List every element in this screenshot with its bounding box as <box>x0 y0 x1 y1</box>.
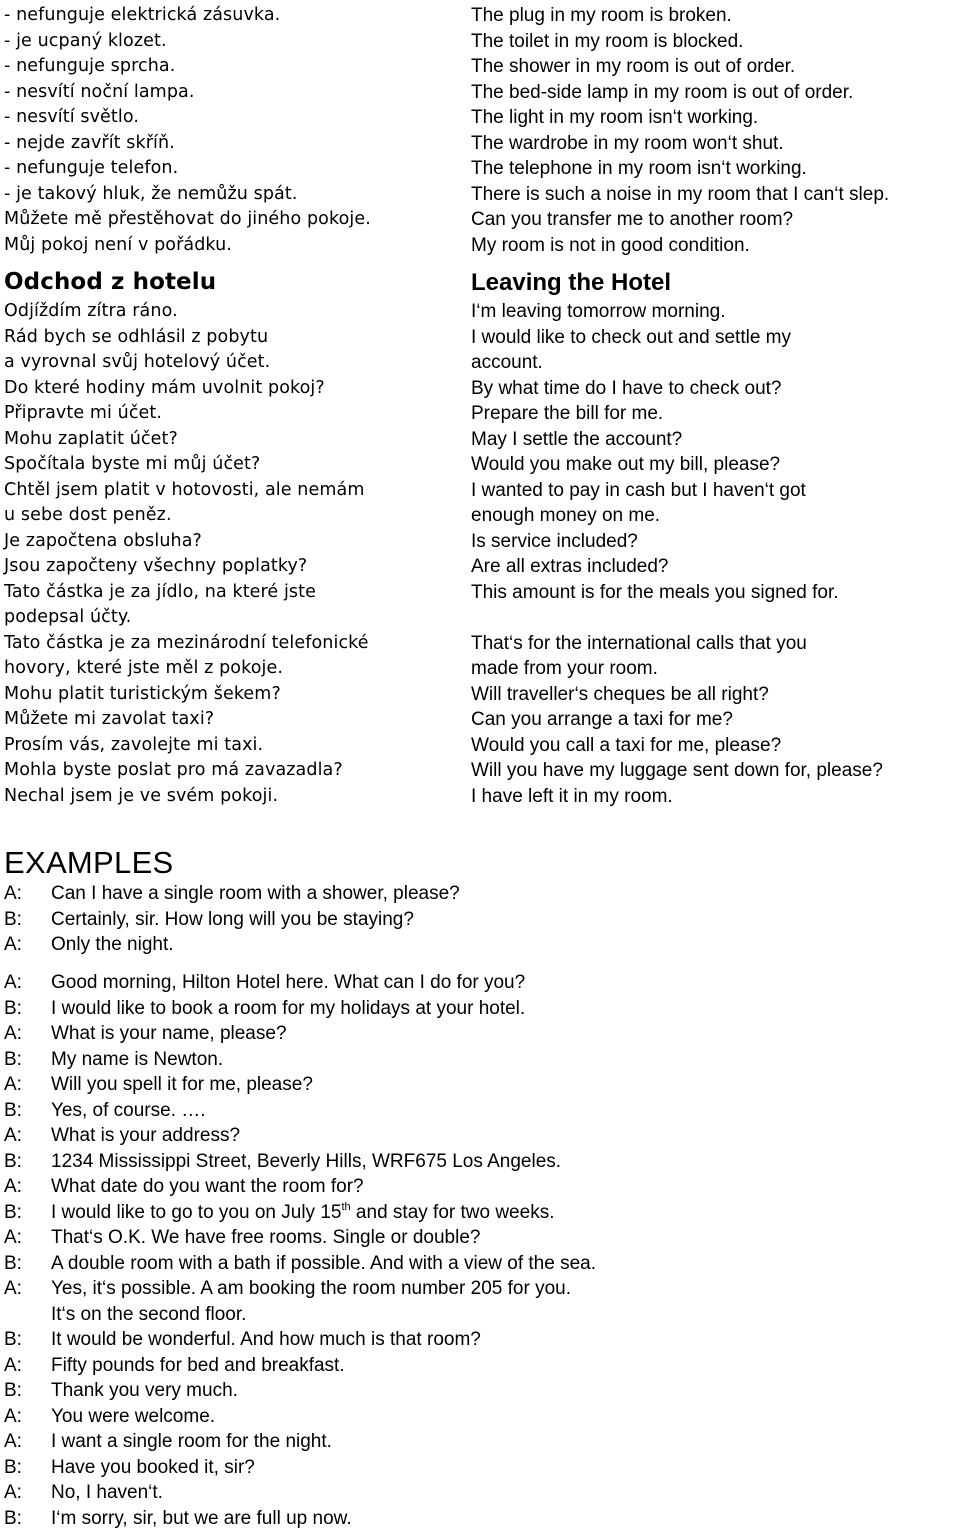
dialog-text <box>51 1302 954 1328</box>
speaker-label: A: <box>4 1482 22 1503</box>
dialog-text <box>51 1200 954 1226</box>
speaker-label: B: <box>4 1507 22 1529</box>
dialog-line <box>4 1098 954 1124</box>
speaker-label: B: <box>4 1099 22 1121</box>
english-phrase: The telephone in my room isn‘t working. <box>471 158 807 179</box>
dialog-text <box>51 1404 954 1430</box>
czech-phrase: - je takový hluk, že nemůžu spát. <box>4 183 298 204</box>
czech-phrase: Tato částka je za jídlo, na které jste <box>4 581 316 602</box>
dialog-line <box>4 1251 954 1277</box>
dialog-text-main: I would like to go to you on July 15 <box>51 1201 342 1223</box>
dialog-text <box>51 1353 954 1379</box>
leaving-section <box>4 299 960 809</box>
dialog-text <box>51 1251 954 1277</box>
dialog-text <box>51 1480 954 1506</box>
phrase-row <box>4 733 960 759</box>
czech-phrase: Do které hodiny mám uvolnit pokoj? <box>4 377 325 398</box>
speaker-label: B: <box>4 908 22 930</box>
english-phrase: Prepare the bill for me. <box>471 403 664 424</box>
dialog-text-main: Fifty pounds for bed and breakfast. <box>51 1354 345 1376</box>
english-phrase: That‘s for the international calls that you <box>471 632 807 654</box>
phrase-row <box>4 580 960 606</box>
dialog-text <box>51 932 954 958</box>
czech-phrase: - je ucpaný klozet. <box>4 30 167 51</box>
dialog-text-main: My name is Newton. <box>51 1048 224 1070</box>
czech-phrase: Mohu platit turistickým šekem? <box>4 683 281 704</box>
speaker-label: A: <box>4 934 22 955</box>
dialog-2 <box>4 970 954 1531</box>
phrase-row <box>4 105 960 131</box>
czech-phrase: Spočítala byste mi můj účet? <box>4 454 261 474</box>
dialog-text-main: That‘s O.K. We have free rooms. Single or double? <box>51 1227 481 1248</box>
english-phrase: The shower in my room is out of order. <box>471 56 796 77</box>
dialog-text-main: Yes, of course. …. <box>51 1099 206 1121</box>
dialog-text <box>51 1174 954 1200</box>
dialog-text-main: What is your address? <box>51 1125 241 1146</box>
dialog-line <box>4 1404 954 1430</box>
speaker-label: A: <box>4 1431 22 1452</box>
phrase-row <box>4 656 960 682</box>
phrase-row <box>4 631 960 657</box>
speaker-label: B: <box>4 1380 22 1401</box>
problems-section <box>4 3 960 258</box>
czech-phrase: hovory, které jste měl z pokoje. <box>4 658 284 678</box>
czech-phrase: u sebe dost peněz. <box>4 505 172 525</box>
czech-phrase: Je započtena obsluha? <box>4 530 202 551</box>
czech-phrase: Rád bych se odhlásil z pobytu <box>4 326 269 347</box>
czech-phrase: Připravte mi účet. <box>4 403 163 423</box>
dialog-line <box>4 1455 954 1481</box>
czech-phrase: Prosím vás, zavolejte mi taxi. <box>4 734 264 755</box>
dialog-text-main: A double room with a bath if possible. And with a view of the sea. <box>51 1252 596 1274</box>
dialog-line <box>4 1480 954 1506</box>
dialog-text-main: Will you spell it for me, please? <box>51 1074 313 1095</box>
czech-phrase: Mohu zaplatit účet? <box>4 428 178 449</box>
phrase-row <box>4 452 960 478</box>
dialog-text-main: No, I haven‘t. <box>51 1482 163 1503</box>
dialog-text <box>51 1378 954 1404</box>
dialog-text <box>51 1429 954 1455</box>
dialog-line <box>4 1506 954 1532</box>
dialog-text-main: Thank you very much. <box>51 1380 238 1401</box>
phrase-row <box>4 350 960 376</box>
speaker-label: A: <box>4 972 22 993</box>
speaker-label: A: <box>4 1354 22 1376</box>
dialog-1 <box>4 881 954 958</box>
czech-phrase: Odjíždím zítra ráno. <box>4 301 178 321</box>
english-phrase: By what time do I have to check out? <box>471 377 782 399</box>
dialog-text <box>51 1047 954 1073</box>
czech-phrase: Jsou započteny všechny poplatky? <box>4 556 308 576</box>
czech-phrase: - nesvítí noční lampa. <box>4 81 195 102</box>
czech-phrase: Můžete mi zavolat taxi? <box>4 709 215 729</box>
examples-title: EXAMPLES <box>4 845 174 880</box>
phrase-row <box>4 478 960 504</box>
dialog-text <box>51 970 954 996</box>
dialog-line <box>4 1276 954 1302</box>
speaker-label: A: <box>4 1405 22 1427</box>
dialog-text <box>51 1327 954 1353</box>
speaker-label <box>4 1302 51 1328</box>
english-phrase: The plug in my room is broken. <box>471 5 732 26</box>
dialog-text-main: What is your name, please? <box>51 1023 287 1044</box>
dialog-text <box>51 1149 954 1175</box>
phrase-row <box>4 233 960 259</box>
dialog-text <box>51 1123 954 1149</box>
dialog-line <box>4 881 954 907</box>
speaker-label: B: <box>4 1201 22 1223</box>
dialog-text-main: Only the night. <box>51 934 174 955</box>
dialog-text <box>51 907 954 933</box>
czech-phrase: Mohla byste poslat pro má zavazadla? <box>4 760 343 780</box>
speaker-label: A: <box>4 1176 22 1197</box>
dialog-line <box>4 1021 954 1047</box>
english-phrase: enough money on me. <box>471 505 661 526</box>
dialog-text-after: and stay for two weeks. <box>350 1201 555 1223</box>
phrase-row <box>4 605 960 631</box>
speaker-label: A: <box>4 1125 22 1146</box>
english-phrase: Are all extras included? <box>471 556 669 577</box>
speaker-label: A: <box>4 1074 22 1095</box>
english-phrase: There is such a noise in my room that I can‘t slep. <box>471 183 890 205</box>
english-phrase: I would like to check out and settle my <box>471 326 791 348</box>
phrase-row <box>4 3 960 29</box>
speaker-label: B: <box>4 1252 22 1274</box>
english-phrase: Will traveller‘s cheques be all right? <box>471 683 769 705</box>
dialog-text-main: I want a single room for the night. <box>51 1431 332 1452</box>
czech-phrase: Tato částka je za mezinárodní telefonické <box>4 632 369 653</box>
czech-phrase: Můžete mě přestěhovat do jiného pokoje. <box>4 209 371 229</box>
english-phrase: made from your room. <box>471 658 658 679</box>
speaker-label: A: <box>4 1023 22 1044</box>
speaker-label: A: <box>4 1227 22 1248</box>
english-phrase: I wanted to pay in cash but I haven‘t got <box>471 479 806 501</box>
dialog-line <box>4 1174 954 1200</box>
czech-phrase: - nefunguje sprcha. <box>4 56 176 76</box>
dialog-line <box>4 1327 954 1353</box>
speaker-label: B: <box>4 1150 22 1172</box>
dialog-line <box>4 907 954 933</box>
english-phrase: This amount is for the meals you signed for. <box>471 581 839 603</box>
english-phrase: I‘m leaving tomorrow morning. <box>471 301 726 322</box>
dialog-text-main: What date do you want the room for? <box>51 1176 364 1197</box>
dialog-text <box>51 1225 954 1251</box>
phrase-row <box>4 529 960 555</box>
czech-phrase: - nefunguje elektrická zásuvka. <box>4 5 281 25</box>
dialog-text <box>51 1506 954 1532</box>
dialog-line <box>4 1353 954 1379</box>
english-phrase: I have left it in my room. <box>471 785 673 807</box>
phrase-row <box>4 784 960 810</box>
dialog-text <box>51 881 954 907</box>
dialog-line <box>4 1429 954 1455</box>
english-phrase: The bed-side lamp in my room is out of order. <box>471 81 854 103</box>
dialog-text-main: You were welcome. <box>51 1405 216 1427</box>
phrase-row <box>4 758 960 784</box>
english-phrase: Can you arrange a taxi for me? <box>471 709 733 730</box>
dialog-line <box>4 1072 954 1098</box>
dialog-text <box>51 1098 954 1124</box>
speaker-label: B: <box>4 1048 22 1070</box>
dialog-text-main: I‘m sorry, sir, but we are full up now. <box>51 1507 352 1529</box>
dialog-text-main: I would like to book a room for my holidays at your hotel. <box>51 997 526 1019</box>
dialog-line <box>4 970 954 996</box>
dialog-line <box>4 1123 954 1149</box>
czech-phrase: - nesvítí světlo. <box>4 107 139 127</box>
speaker-label: A: <box>4 1278 22 1299</box>
phrase-row <box>4 325 960 351</box>
section-heading-row <box>4 266 960 299</box>
phrase-row <box>4 182 960 208</box>
phrase-row <box>4 554 960 580</box>
speaker-label: B: <box>4 1329 22 1350</box>
czech-phrase: Můj pokoj není v pořádku. <box>4 234 232 255</box>
phrase-row <box>4 682 960 708</box>
phrase-row <box>4 376 960 402</box>
dialog-line <box>4 932 954 958</box>
phrase-row <box>4 207 960 233</box>
czech-phrase: - nejde zavřít skříň. <box>4 132 175 153</box>
dialog-line <box>4 1302 954 1328</box>
phrase-row <box>4 299 960 325</box>
phrase-row <box>4 707 960 733</box>
dialog-text <box>51 1021 954 1047</box>
dialog-line <box>4 1378 954 1404</box>
phrase-row <box>4 54 960 80</box>
phrase-row <box>4 80 960 106</box>
english-phrase: account. <box>471 352 543 373</box>
english-phrase: May I settle the account? <box>471 428 683 450</box>
dialog-text-main: Certainly, sir. How long will you be staying? <box>51 908 414 930</box>
phrase-row <box>4 29 960 55</box>
heading-en: Leaving the Hotel <box>471 269 672 296</box>
czech-phrase: a vyrovnal svůj hotelový účet. <box>4 352 271 372</box>
phrase-row <box>4 401 960 427</box>
english-phrase: Is service included? <box>471 530 638 552</box>
english-phrase: Would you call a taxi for me, please? <box>471 734 782 756</box>
dialog-text <box>51 1276 954 1302</box>
heading-cz: Odchod z hotelu <box>4 269 217 295</box>
dialog-line <box>4 1200 954 1226</box>
dialog-text-main: Good morning, Hilton Hotel here. What can I do for you? <box>51 972 526 993</box>
english-phrase: My room is not in good condition. <box>471 234 750 256</box>
dialog-line <box>4 996 954 1022</box>
english-phrase: The light in my room isn‘t working. <box>471 107 759 128</box>
czech-phrase: Nechal jsem je ve svém pokoji. <box>4 785 279 806</box>
dialog-text-main: Can I have a single room with a shower, please? <box>51 883 460 904</box>
speaker-label: B: <box>4 997 22 1019</box>
phrase-row <box>4 156 960 182</box>
dialog-text-main: It‘s on the second floor. <box>51 1303 247 1325</box>
speaker-label: A: <box>4 883 22 904</box>
english-phrase <box>471 605 960 631</box>
dialog-text <box>51 1455 954 1481</box>
dialog-text-main: It would be wonderful. And how much is that room? <box>51 1329 481 1350</box>
english-phrase: The toilet in my room is blocked. <box>471 30 744 52</box>
dialog-text-main: 1234 Mississippi Street, Beverly Hills, WRF675 Los Angeles. <box>51 1150 562 1172</box>
dialog-line <box>4 1225 954 1251</box>
speaker-label: B: <box>4 1456 22 1478</box>
phrase-row <box>4 131 960 157</box>
phrase-row <box>4 427 960 453</box>
czech-phrase: - nefunguje telefon. <box>4 158 179 178</box>
czech-phrase: Chtěl jsem platit v hotovosti, ale nemám <box>4 479 365 500</box>
dialog-line <box>4 1149 954 1175</box>
vocabulary-table <box>4 3 960 809</box>
english-phrase: Will you have my luggage sent down for, please? <box>471 760 883 781</box>
dialog-text <box>51 1072 954 1098</box>
phrase-row <box>4 503 960 529</box>
dialog-text-main: Yes, it‘s possible. A am booking the room number 205 for you. <box>51 1278 571 1299</box>
ordinal-suffix: th <box>341 1200 351 1213</box>
dialog-text <box>51 996 954 1022</box>
english-phrase: Can you transfer me to another room? <box>471 209 794 230</box>
dialog-text-main: Have you booked it, sir? <box>51 1456 255 1478</box>
dialog-line <box>4 1047 954 1073</box>
english-phrase: Would you make out my bill, please? <box>471 454 781 475</box>
english-phrase: The wardrobe in my room won‘t shut. <box>471 132 784 154</box>
czech-phrase: podepsal účty. <box>4 607 132 627</box>
